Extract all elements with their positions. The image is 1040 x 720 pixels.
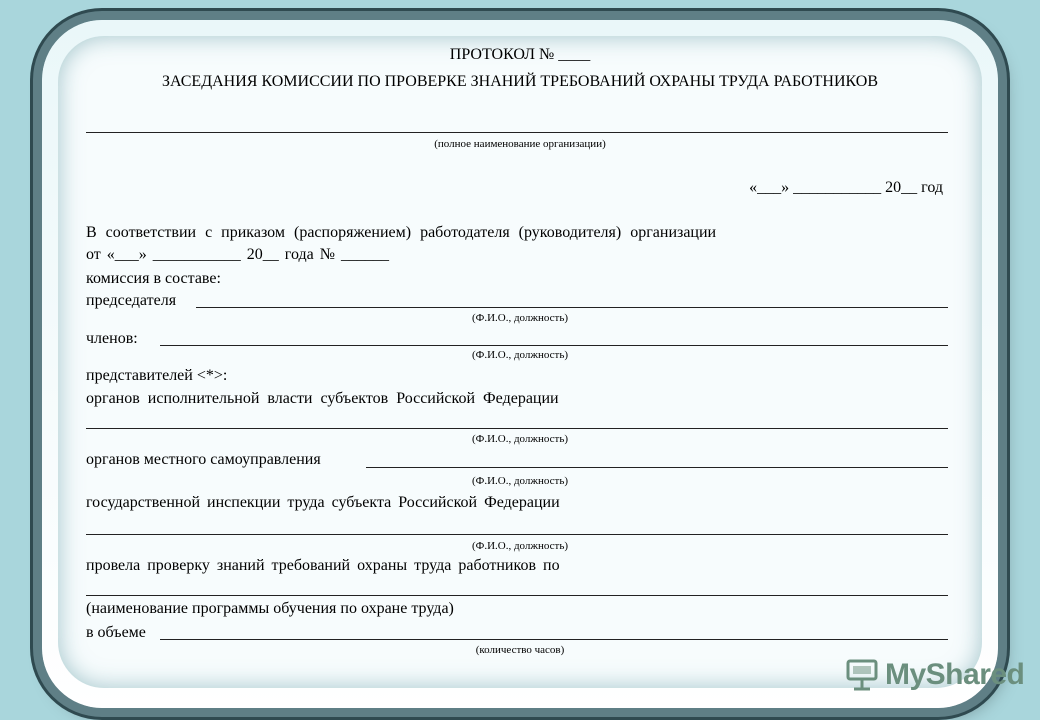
protocol-date: «___» ___________ 20__ год (749, 179, 943, 196)
local-gov-caption: (Ф.И.О., должность) (471, 475, 569, 487)
commission-label: комиссия в составе: (86, 270, 221, 287)
members-line (160, 345, 948, 346)
hours-caption: (количество часов) (475, 644, 565, 656)
myshared-watermark (845, 655, 1024, 695)
protocol-subtitle: ЗАСЕДАНИЯ КОМИССИИ ПО ПРОВЕРКЕ ЗНАНИЙ ТРЕБОВАНИЙ ОХРАНЫ ТРУДА РАБОТНИКОВ (161, 73, 879, 90)
check-text: провела проверку знаний требований охраны труда работников по (86, 557, 560, 574)
volume-label: в объеме (86, 624, 146, 641)
local-gov-label: органов местного самоуправления (86, 451, 321, 468)
members-label: членов: (86, 330, 138, 347)
organization-caption: (полное наименование организации) (434, 138, 606, 150)
order-text: В соответствии с приказом (распоряжением) работодателя (руководителя) организации (86, 224, 717, 241)
presentation-board-icon (845, 658, 879, 692)
labor-inspection-label: государственной инспекции труда субъекта Российской Федерации (86, 494, 560, 511)
volume-line (160, 639, 948, 640)
organization-name-line (86, 132, 948, 133)
myshared-logo-text: MyShared (885, 658, 1025, 691)
chairman-line (196, 307, 948, 308)
chairman-caption: (Ф.И.О., должность) (471, 312, 569, 324)
exec-bodies-line (86, 428, 948, 429)
representatives-label: представителей <*>: (86, 367, 228, 384)
chairman-label: председателя (86, 292, 177, 309)
protocol-title: ПРОТОКОЛ № ____ (449, 46, 591, 63)
exec-bodies-label: органов исполнительной власти субъектов Российской Федерации (86, 390, 559, 407)
program-line (86, 595, 948, 596)
members-caption: (Ф.И.О., должность) (471, 349, 569, 361)
program-caption: (наименование программы обучения по охране труда) (86, 600, 454, 617)
document-sheet (58, 36, 982, 688)
labor-inspection-line (86, 534, 948, 535)
local-gov-line (366, 467, 948, 468)
order-date: от «___» ___________ 20__ года № ______ (86, 246, 389, 263)
exec-bodies-caption: (Ф.И.О., должность) (471, 433, 569, 445)
labor-inspection-caption: (Ф.И.О., должность) (471, 540, 569, 552)
